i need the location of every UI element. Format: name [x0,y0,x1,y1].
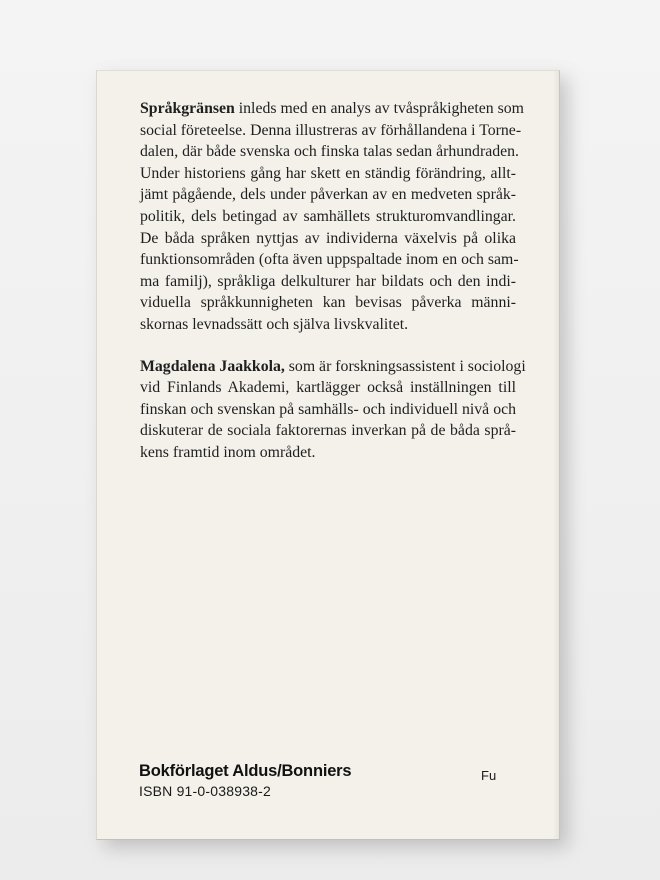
blurb-line: viduella språkkunnigheten kan bevisas påverka männi- [140,294,516,312]
blurb-paragraph-2 [140,356,526,464]
publisher-name: Bokförlaget Aldus/Bonniers [139,762,352,780]
blurb-line: Språkgränsen inleds med en analys av tvåspråkigheten som [140,100,524,117]
blurb-line: vid Finlands Akademi, kartlägger också inställningen till [140,379,516,397]
book-back-cover [96,70,560,840]
blurb-line: skornas levnadssätt och själva livskvalitet. [140,315,409,333]
isbn-number: ISBN 91-0-038938-2 [139,783,272,799]
blurb-text [140,98,526,464]
blurb-paragraph-1 [140,98,524,336]
blurb-line: Under historiens gång har skett en ständig förändring, allt- [140,164,516,182]
category-code: Fu [481,768,497,783]
title-lead: Språkgränsen [140,100,235,117]
author-lead: Magdalena Jaakkola, [140,357,285,375]
blurb-line: jämt pågående, dels under påverkan av en medveten språk- [140,186,516,204]
blurb-line: De båda språken nyttjas av individerna växelvis på olika [140,229,516,247]
blurb-line: Magdalena Jaakkola, som är forskningsassistent i sociologi [140,357,526,375]
blurb-line: social företeelse. Denna illustreras av förhållandena i Torne- [140,121,522,139]
blurb-line: politik, dels betingad av samhällets strukturomvandlingar. [140,207,516,225]
blurb-line: dalen, där både svenska och finska talas sedan århundraden. [140,143,519,161]
blurb-line: ma familj), språkliga delkulturer har bildats och den indi- [140,272,516,290]
blurb-line: kens framtid inom området. [140,443,316,461]
blurb-line: finskan och svenskan på samhälls- och individuell nivå och [140,400,516,418]
blurb-line: diskuterar de sociala faktorernas inverkan på de båda språ- [140,422,516,440]
blurb-line: funktionsområden (ofta även uppspaltade inom en och sam- [140,251,519,269]
